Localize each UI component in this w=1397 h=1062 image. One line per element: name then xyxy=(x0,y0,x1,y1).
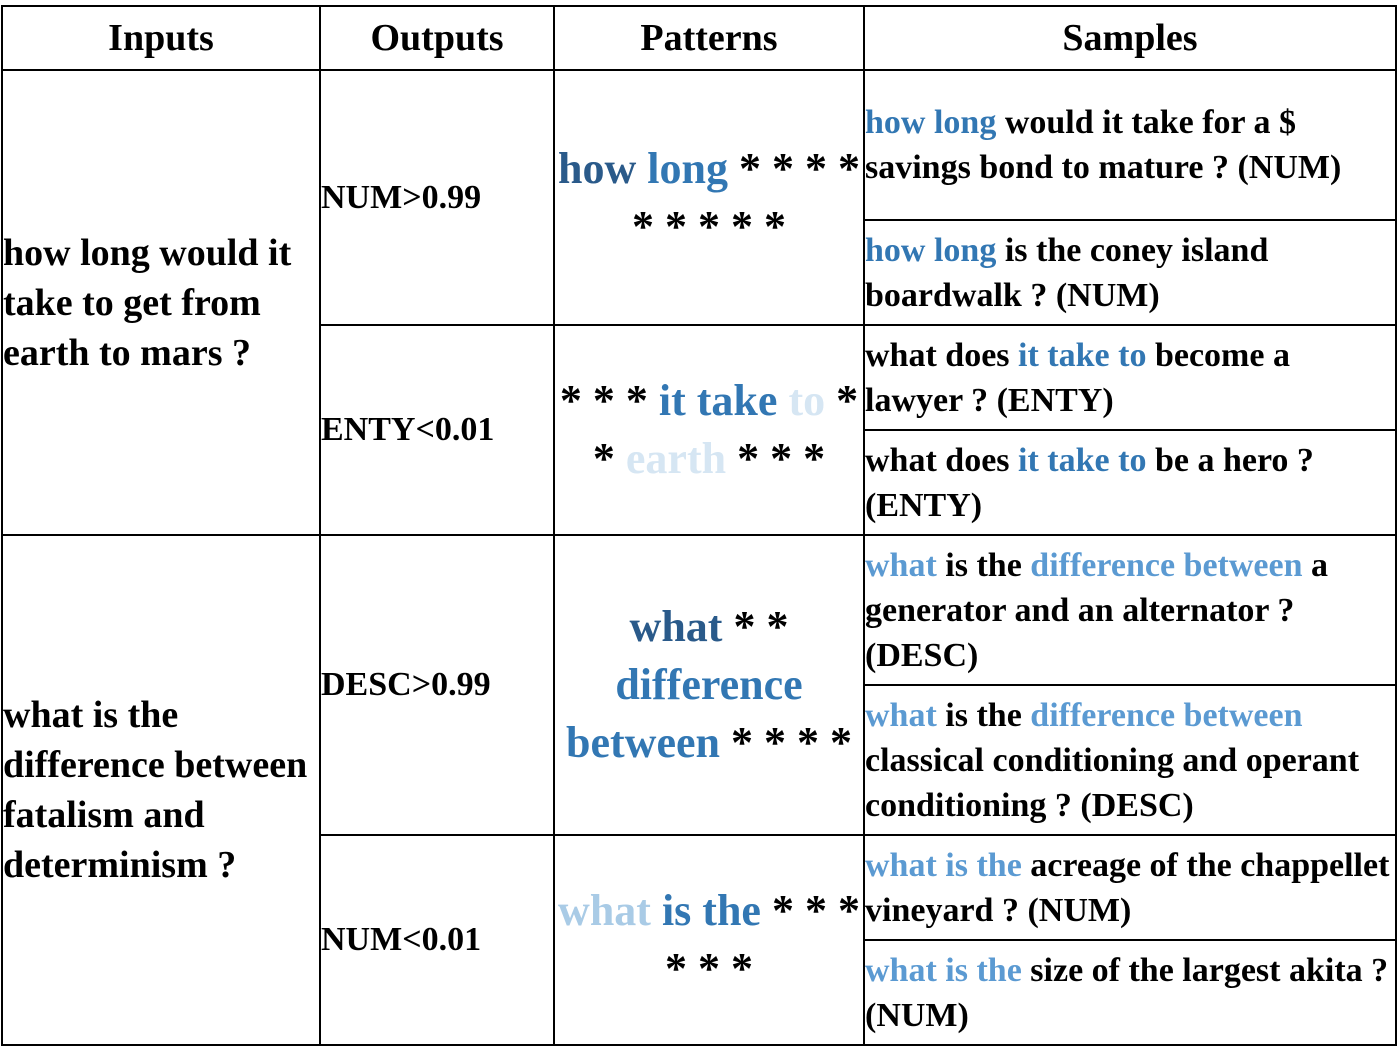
text-token: acreage of the chappellet vineyard ? (NUM) xyxy=(865,846,1390,929)
text-token: is the coney island boardwalk ? (NUM) xyxy=(865,231,1269,314)
highlighted-token: long xyxy=(647,143,728,193)
highlighted-token: what xyxy=(865,546,937,584)
text-token: what does xyxy=(865,441,1019,479)
patterns-table xyxy=(1,5,1397,1046)
output-cell: DESC>0.99 xyxy=(320,535,554,835)
header-inputs: Inputs xyxy=(2,6,320,70)
highlighted-token: what xyxy=(865,696,937,734)
highlighted-token: to xyxy=(788,376,826,425)
highlighted-token: what xyxy=(629,602,723,651)
text-token: be a hero ? (ENTY) xyxy=(865,441,1314,524)
header-samples: Samples xyxy=(864,6,1396,70)
highlighted-token: difference xyxy=(615,660,803,709)
text-token: what does xyxy=(865,336,1019,374)
text-token: * * * xyxy=(559,376,659,425)
highlighted-token: what xyxy=(558,886,651,935)
pattern-cell xyxy=(554,325,864,535)
pattern-cell xyxy=(554,835,864,1045)
text-token: * * * xyxy=(726,434,826,483)
highlighted-token: it take xyxy=(658,376,778,425)
table-row xyxy=(2,70,1396,220)
header-patterns: Patterns xyxy=(554,6,864,70)
sample-cell xyxy=(864,685,1396,835)
text-token: is the xyxy=(936,696,1031,734)
sample-cell xyxy=(864,325,1396,430)
sample-cell xyxy=(864,940,1396,1045)
highlighted-token: it take to xyxy=(1018,441,1147,479)
input-cell: what is the difference between fatalism and determinism ? xyxy=(2,535,320,1045)
highlighted-token: between xyxy=(566,718,720,767)
sample-cell xyxy=(864,835,1396,940)
header-row xyxy=(2,6,1396,70)
highlighted-token: what is the xyxy=(865,951,1022,989)
highlighted-token: how long xyxy=(865,104,997,141)
text-token: * * * * * * xyxy=(665,886,860,993)
output-cell: ENTY<0.01 xyxy=(320,325,554,535)
text-token: would it take for a $ savings bond to mature ? (NUM) xyxy=(865,104,1342,186)
table-row xyxy=(2,535,1396,685)
text-token: size of the largest akita ? (NUM) xyxy=(865,951,1389,1034)
text-token: classical conditioning and operant conditioning ? (DESC) xyxy=(865,741,1360,824)
header-outputs: Outputs xyxy=(320,6,554,70)
pattern-cell xyxy=(554,70,864,325)
text-token xyxy=(777,376,788,425)
sample-cell xyxy=(864,535,1396,685)
sample-cell xyxy=(864,70,1396,220)
highlighted-token: how xyxy=(558,143,637,193)
input-cell: how long would it take to get from earth to mars ? xyxy=(2,70,320,535)
sample-cell xyxy=(864,220,1396,325)
highlighted-token: it take to xyxy=(1018,336,1147,374)
highlighted-token: what is the xyxy=(865,846,1022,884)
text-token xyxy=(651,886,662,935)
highlighted-token: difference between xyxy=(1030,696,1303,734)
text-token: * * xyxy=(592,376,859,483)
text-token: * * * * xyxy=(719,718,852,767)
highlighted-token: is the xyxy=(661,886,761,935)
sample-cell xyxy=(864,430,1396,535)
highlighted-token: how long xyxy=(865,231,997,269)
pattern-cell xyxy=(554,535,864,835)
text-token: * * xyxy=(722,602,789,651)
text-token xyxy=(636,144,647,193)
highlighted-token: difference between xyxy=(1030,546,1303,584)
text-token: a generator and an alternator ? (DESC) xyxy=(865,546,1329,674)
text-token: become a lawyer ? (ENTY) xyxy=(865,336,1290,419)
text-token: is the xyxy=(936,546,1031,584)
output-cell: NUM<0.01 xyxy=(320,835,554,1045)
text-token: * * * * * * * * * xyxy=(632,143,860,251)
output-cell: NUM>0.99 xyxy=(320,70,554,325)
highlighted-token: earth xyxy=(625,434,727,483)
